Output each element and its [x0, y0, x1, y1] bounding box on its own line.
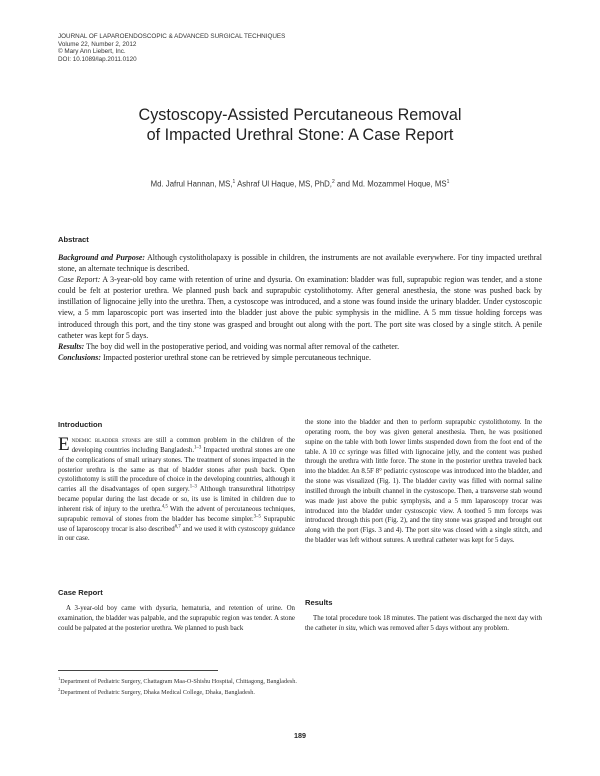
results-text-2: , which was removed after 5 days without any problem. [355, 624, 509, 632]
footnote-1-text: Department of Pediatric Surgery, Chattagram Maa-O-Shishu Hospital, Chittagong, Bangladesh. [60, 678, 297, 686]
journal-doi: DOI: 10.1089/lap.2011.0120 [58, 55, 137, 63]
results-heading: Results [305, 598, 333, 607]
author-3-affiliation: 1 [446, 179, 450, 185]
footnote-1-number: 1 [58, 676, 61, 681]
author-1-affiliation: 1 [232, 179, 236, 185]
intro-text-4: With the advent of percutaneous techniques, suprapubic removal of stones from the bladder has become simpler. [58, 505, 295, 523]
background-text: Although cystolitholapaxy is possible in children, the instruments are not available everywhere. For tiny impacted urethral stone, an alternate technique is described. [58, 253, 542, 274]
drop-cap: E [58, 434, 70, 455]
journal-name: JOURNAL OF LAPAROENDOSCOPIC & ADVANCED SURGICAL TECHNIQUES [58, 33, 286, 40]
conclusions-label: Conclusions: [58, 352, 101, 362]
conclusions-text: Impacted posterior urethral stone can be retrieved by simple percutaneous technique. [100, 352, 371, 362]
footnote-2-number: 2 [58, 687, 61, 693]
intro-text-3: Although transurethral lithotripsy became popular during the last decade or so, its use is limited in children due to inherent risk of injury to the urethra. [58, 486, 295, 513]
page-number: 189 [294, 731, 306, 740]
author-list [40, 179, 560, 189]
citation: 6,7 [174, 524, 181, 530]
journal-header [58, 33, 458, 63]
footnote-1 [58, 675, 542, 686]
background-label: Background and Purpose: [58, 253, 146, 262]
introduction-body [58, 436, 295, 544]
abstract-background [58, 252, 542, 274]
abstract-body [58, 252, 542, 363]
footnote-divider [58, 670, 218, 671]
citation: 1–3 [189, 484, 197, 490]
results-text: The boy did well in the postoperative period, and voiding was normal after removal of the catheter. [84, 341, 400, 351]
results-paragraph [305, 614, 542, 634]
case-report-body [58, 604, 295, 634]
author-1: Md. Jafrul Hannan, MS, [150, 179, 233, 189]
intro-text-6: and we used it with cystoscopy guidance in our case. [58, 525, 295, 543]
abstract-case-report [58, 274, 542, 341]
case-report-label: Case Report: [58, 275, 101, 285]
article-title [40, 106, 560, 145]
results-text-1: The total procedure took 18 minutes. The patient was discharged the next day with the catheter [305, 615, 542, 632]
footnotes [58, 675, 542, 698]
right-column-body [305, 418, 542, 546]
intro-text-1: are still a common problem in the children of the developing countries including Bangladesh. [71, 437, 295, 454]
introduction-paragraph [58, 436, 295, 544]
footnote-2-text: Department of Pediatric Surgery, Dhaka Medical College, Dhaka, Bangladesh. [60, 689, 255, 697]
citation: 3–5 [253, 514, 261, 520]
title-line-1: Cystoscopy-Assisted Percutaneous Removal [138, 106, 462, 124]
citation: 1–3 [194, 445, 202, 451]
abstract-results [58, 341, 542, 352]
abstract-conclusions [58, 352, 542, 363]
author-2: Ashraf Ul Haque, MS, PhD, [235, 179, 332, 189]
intro-text-2: Impacted urethral stones are one of the complications of small urinary stones. The treatment of stones impacted in the posterior urethra is the same as that of bladder stones after push back. Open cystolithotomy is still the procedure of choice in the developing countries, although it carries all the disadvantages of open surgery. [58, 446, 295, 494]
journal-volume: Volume 22, Number 2, 2012 [58, 40, 137, 48]
results-italic: in situ [338, 624, 356, 632]
procedure-paragraph: the stone into the bladder and then to perform suprapubic cystolithotomy. In the operating room, the boy was given general anesthesia. Then, he was positioned supine on the table with both lower limbs suspended down from the foot end of the table. A 10 cc syringe was filled with lignocaine jelly, and the content was pushed through the urethra with little force. The stone in the posterior urethra traveled back into the bladder. An 8.5F 8° pediatric cystoscope was introduced into the bladder, and the stone was visualized (Fig. 1). The bladder cavity was filled with normal saline instilled through the inbuilt channel in the cystoscope. Then, a transverse stab wound was made just above the pubic symphysis, and a 5 mm laparoscopy trocar was introduced into the bladder under cystoscopic view. A toothed 5 mm forceps was introduced through this port (Fig. 2), and the tiny stone was grasped and brought out along with the port (Figs. 3 and 4). The port site was closed with a single stitch, and the bladder was left without sutures. A urethral catheter was kept for 5 days. [305, 419, 542, 545]
footnote-2 [58, 686, 542, 697]
intro-smallcaps: ndemic bladder stones [71, 437, 141, 444]
author-2-affiliation: 2 [331, 179, 335, 185]
results-label: Results: [58, 341, 85, 351]
abstract-heading: Abstract [58, 235, 89, 244]
journal-copyright: © Mary Ann Liebert, Inc. [58, 48, 126, 56]
results-body [305, 614, 542, 634]
introduction-heading: Introduction [58, 420, 103, 429]
case-report-text: A 3-year-old boy came with retention of urine and dysuria. On examination: bladder was full, suprapubic region was tender, and a stone could be felt at posterior urethra. We planned push back and suprapubic cystolithotomy. After general anesthesia, the stone was pushed back by instillation of lignocaine jelly into the urethra. Then, a cystoscope was introduced, and a stone was found inside the urinary bladder. Under cystoscopic view, a 5 mm laparoscopic port was inserted into the bladder just above the pubic symphysis in the midline. A 5 mm tissue holding forceps was introduced through this port, and the tiny stone was grasped and brought out along with the port. The port site was closed by a single stitch. A penile catheter was kept for 5 days. [58, 275, 542, 340]
citation: 4,5 [161, 504, 168, 510]
author-3: and Md. Mozammel Hoque, MS [334, 179, 447, 189]
intro-text-5: Suprapubic use of laparoscopy trocar is also described [58, 515, 295, 533]
case-report-paragraph: A 3-year-old boy came with dysuria, hematuria, and retention of urine. On examination, the bladder was palpable, and the suprapubic region was tender. A stone could be palpated at the posterior urethra. We planned to push back [58, 605, 295, 632]
case-report-heading: Case Report [58, 588, 103, 597]
title-line-2: of Impacted Urethral Stone: A Case Report [146, 125, 454, 144]
